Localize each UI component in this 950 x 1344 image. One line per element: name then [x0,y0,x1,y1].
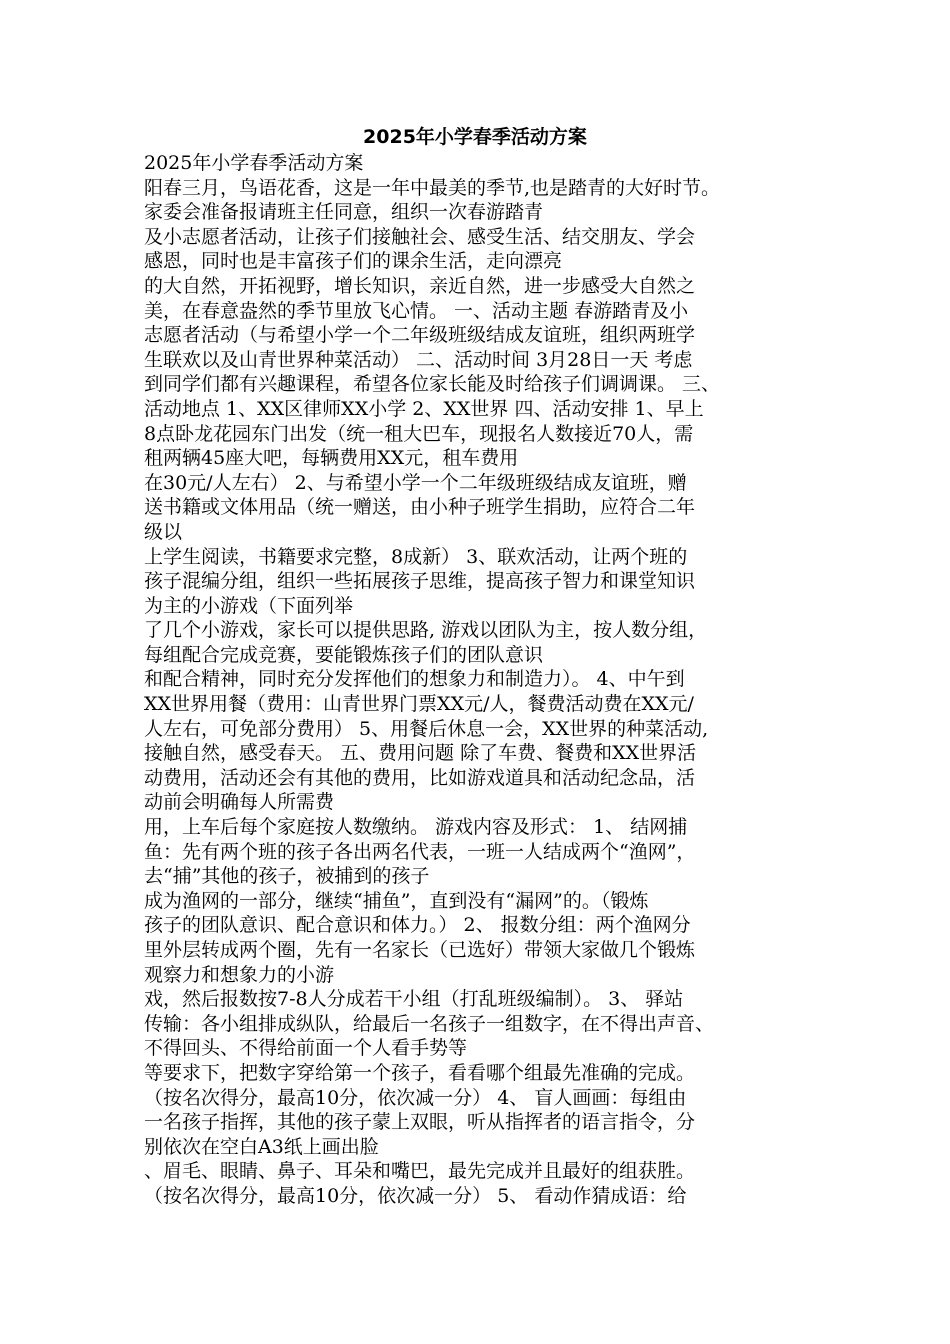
body-line: 接触自然，感受春天。 五、费用问题 除了车费、餐费和XX世界活 [144,742,697,765]
body-line: 人左右，可免部分费用） 5、用餐后休息一会，XX世界的种菜活动, [144,717,709,740]
body-line: 阳春三月，鸟语花香，这是一年中最美的季节,也是踏青的大好时节。 [144,176,721,199]
body-line: 感恩，同时也是丰富孩子们的课余生活，走向漂亮 [144,250,563,273]
body-line: 级以 [144,520,183,543]
body-line: 等要求下，把数字穿给第一个孩子，看看哪个组最先准确的完成。 [144,1061,696,1084]
body-line: 生联欢以及山青世界种菜活动） 二、活动时间 3月28日一天 考虑 [144,348,693,371]
body-line: 和配合精神，同时充分发挥他们的想象力和制造力）。 4、中午到 [144,668,685,691]
document-body [144,151,804,1209]
body-line: 活动地点 1、XX区律师XX小学 2、XX世界 四、活动安排 1、早上 [144,397,704,420]
body-line: 到同学们都有兴趣课程，希望各位家长能及时给孩子们调调课。 三、 [144,373,721,396]
body-line: 成为渔网的一部分，继续“捕鱼”，直到没有“漏网”的。（锻炼 [144,889,649,912]
body-line: 美，在春意盎然的季节里放飞心情。 一、活动主题 春游踏青及小 [144,299,689,322]
body-line: 里外层转成两个圈，先有一名家长（已选好）带领大家做几个锻炼 [144,939,696,961]
body-line: 送书籍或文体用品（统一赠送，由小种子班学生捐助，应符合二年 [144,496,696,519]
body-line: 在30元/人左右） 2、与希望小学一个二年级班级结成友谊班，赠 [144,471,687,494]
body-line: 上学生阅读，书籍要求完整，8成新） 3、联欢活动，让两个班的 [144,545,688,568]
body-line: XX世界用餐（费用：山青世界门票XX元/人，餐费活动费在XX元/ [144,693,694,716]
body-line: 、眉毛、眼睛、鼻子、耳朵和嘴巴，最先完成并且最好的组获胜。 [144,1160,696,1183]
body-line: 了几个小游戏，家长可以提供思路, 游戏以团队为主，按人数分组， [144,619,708,642]
document-title: 2025年小学春季活动方案 [363,126,587,148]
body-line: 孩子混编分组，组织一些拓展孩子思维，提高孩子智力和课堂知识 [144,570,696,593]
body-line: 的大自然，开拓视野，增长知识，亲近自然，进一步感受大自然之 [144,274,696,297]
body-line: 观察力和想象力的小游 [144,963,335,986]
body-line: 戏，然后报数按7-8人分成若干小组（打乱班级编制）。 3、 驿站 [144,988,684,1011]
body-line: 孩子的团队意识、配合意识和体力。） 2、 报数分组：两个渔网分 [144,914,691,937]
body-line: 志愿者活动（与希望小学一个二年级班级结成友谊班，组织两班学 [144,324,696,347]
body-line: 用，上车后每个家庭按人数缴纳。 游戏内容及形式： 1、 结网捕 [144,816,688,839]
body-line: 去“捕”其他的孩子，被捕到的孩子 [144,865,430,888]
body-line: 家委会准备报请班主任同意，组织一次春游踏青 [144,201,544,224]
body-line: 及小志愿者活动，让孩子们接触社会、感受生活、结交朋友、学会 [144,225,696,248]
body-line: 2025年小学春季活动方案 [144,152,364,174]
body-line: （按名次得分，最高10分，依次减一分） 5、 看动作猜成语：给 [144,1184,687,1207]
body-line: 为主的小游戏（下面列举 [144,594,354,617]
body-line: 租两辆45座大吧，每辆费用XX元，租车费用 [144,447,519,470]
body-line: 每组配合完成竞赛，要能锻炼孩子们的团队意识 [144,643,544,666]
body-line: （按名次得分，最高10分，依次减一分） 4、 盲人画画：每组由 [144,1086,687,1109]
body-line: 传输：各小组排成纵队，给最后一名孩子一组数字，在不得出声音、 [144,1012,715,1035]
body-line: 动费用，活动还会有其他的费用，比如游戏道具和活动纪念品，活 [144,766,696,789]
body-line: 别依次在空白A3纸上画出脸 [144,1135,379,1158]
body-line: 鱼：先有两个班的孩子各出两名代表，一班一人结成两个“渔网”， [144,840,696,863]
body-line: 动前会明确每人所需费 [144,791,335,814]
body-line: 一名孩子指挥，其他的孩子蒙上双眼，听从指挥者的语言指令，分 [144,1111,696,1134]
body-line: 不得回头、不得给前面一个人看手势等 [144,1037,468,1060]
body-line: 8点卧龙花园东门出发（统一租大巴车，现报名人数接近70人，需 [144,422,694,445]
